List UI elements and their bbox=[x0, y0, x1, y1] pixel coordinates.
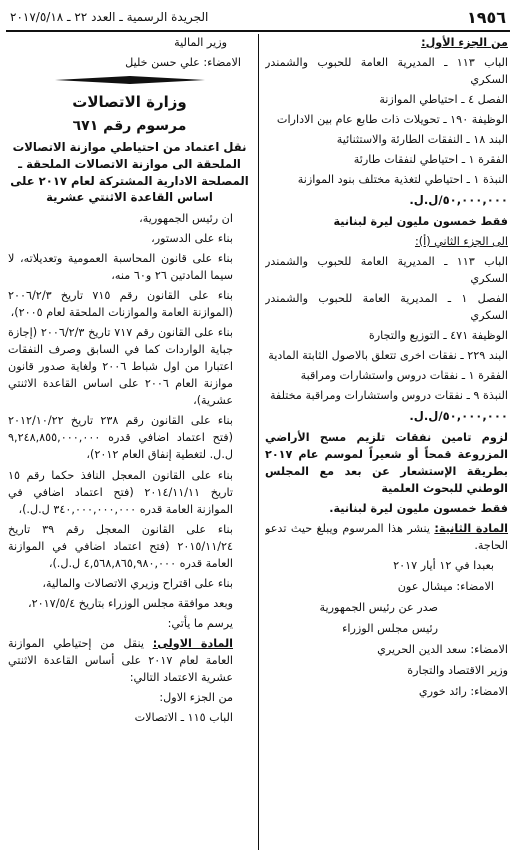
budget-job: الوظيفة ١٩٠ ـ تحويلات ذات طابع عام بين الادارات bbox=[276, 113, 508, 127]
legal-clause: بناء على القانون رقم ٢٣٨ تاريخ ٢٠١٢/١٠/٢٢ (فتح اعتماد اضافي قدره ٩,٢٤٨,٨٥٥,٠٠٠,٠٠٠ ل.ل. لتغطية إنفاق العام ٢٠١٢)، bbox=[8, 414, 233, 462]
budget-chapter: الباب ١١٣ ـ المديرية العامة للحبوب والشمندر السكري bbox=[265, 254, 508, 285]
part1-heading: من الجزء الاول: bbox=[159, 690, 233, 704]
president-signature: الامضاء: ميشال عون bbox=[397, 579, 494, 593]
purpose-text: لزوم تامين نفقات تلزيم مسح الأراضي المزروعة قمحاً أو شعيراً لموسم عام ٢٠١٧ بطريقة الإستشعار عن بعد مع المجلس الوطني للبحوث العلمية bbox=[265, 430, 508, 495]
article-text: ينشر هذا المرسوم ويبلغ حيث تدعو الحاجة. bbox=[265, 521, 508, 552]
article-one bbox=[8, 635, 251, 686]
budget-note: النبذة ١ ـ احتياطي لتغذية مختلف بنود الموازنة bbox=[297, 173, 508, 187]
legal-clause: بناء على القانون المعجل رقم ٣٩ تاريخ ٢٠١٥/١١/٢٤ (فتح اعتماد اضافي في الموازنة العامة قدره ٤,٥٦٨,٨٦٥,٩٨٠,٠٠٠ ل.ل.)، bbox=[8, 522, 233, 570]
amount-figure: ٥٠,٠٠٠,٠٠٠/ل.ل. bbox=[409, 193, 508, 208]
page-header bbox=[6, 6, 510, 32]
economy-minister-title: وزير الاقتصاد والتجارة bbox=[407, 663, 508, 677]
ministry-title: وزارة الاتصالات bbox=[72, 93, 187, 112]
economy-minister-signature: الامضاء: رائد خوري bbox=[418, 684, 508, 698]
legal-clause: بناء على قانون المحاسبة العمومية وتعديلاته، لا سيما المادتين ٢٦ و٦٠ منه، bbox=[8, 252, 233, 283]
gazette-header-title: الجريدة الرسمية ـ العدد ٢٢ ـ ٢٠١٧/٥/١٨ bbox=[10, 10, 209, 24]
budget-paragraph: الفقرة ١ ـ احتياطي لنفقات طارئة bbox=[353, 153, 508, 167]
decrees-line: يرسم ما يأتي: bbox=[167, 616, 233, 630]
president-intro: ان رئيس الجمهورية، bbox=[139, 212, 233, 226]
constitution-clause: بناء على الدستور، bbox=[151, 232, 233, 246]
legal-clause: بناء على القانون رقم ٧١٥ تاريخ ٢٠٠٦/٢/٣ (الموازنة العامة والموازنات الملحقة لعام ٢٠٠٥)، bbox=[8, 289, 233, 320]
legal-clause: بناء على القانون رقم ٧١٧ تاريخ ٢٠٠٦/٢/٣ (إجازة جباية الواردات كما في السابق وصرف النفقات اعتبارا من اول شباط ٢٠٠٦ ولغاية صدور قانون موازنة العام ٢٠٠٦ على اساس القاعدة الاثنتي عشرية)، bbox=[8, 326, 234, 408]
budget-chapter: الباب ١١٣ ـ المديرية العامة للحبوب والشمندر السكري bbox=[265, 56, 508, 87]
issued-by: صدر عن رئيس الجمهورية bbox=[319, 600, 438, 614]
budget-chapter: الباب ١١٥ ـ الاتصالات bbox=[134, 710, 233, 724]
legal-clause: بناء على القانون المعجل النافذ حكما رقم ١٥ تاريخ ٢٠١٤/١١/١١ (فتح اعتماد اضافي في الموازنة العامة قدره ٣٤٠,٠٠٠,٠٠٠,٠٠٠ ل.ل.)، bbox=[8, 468, 233, 516]
right-column bbox=[265, 34, 508, 852]
pm-signature: الامضاء: سعد الدين الحريري bbox=[377, 642, 508, 656]
budget-item: البند ١٨ ـ النفقات الطارئة والاستثنائية bbox=[336, 133, 508, 147]
pm-title: رئيس مجلس الوزراء bbox=[342, 621, 438, 635]
article-text: ينقل من إحتياطي الموازنة العامة لعام ٢٠١٧ على أساس القاعدة الاثنتي عشرية الاعتماد التالي: bbox=[8, 636, 233, 684]
finance-minister-title: وزير المالية bbox=[174, 36, 227, 49]
column-divider bbox=[258, 34, 259, 850]
article-two bbox=[265, 520, 508, 554]
page-number: ١٩٥٦ bbox=[466, 7, 506, 27]
amount-words: فقط خمسون مليون ليرة لبنانية bbox=[333, 214, 508, 228]
signature-block bbox=[265, 557, 508, 700]
ornament-divider-icon bbox=[55, 75, 205, 85]
article-label: المادة الاولى: bbox=[152, 636, 234, 650]
budget-job: الوظيفة ٤٧١ ـ التوزيع والتجارة bbox=[368, 328, 508, 342]
part2-heading: الى الجزء الثاني (أ): bbox=[414, 234, 508, 248]
budget-note: النبذة ٩ ـ نفقات دروس واستشارات ومراقبة مختلفة bbox=[269, 388, 508, 402]
amount-words: فقط خمسون مليون ليرة لبنانية. bbox=[329, 501, 508, 515]
left-column bbox=[8, 34, 251, 852]
approval-clause: وبعد موافقة مجلس الوزراء بتاريخ ٢٠١٧/٥/٤، bbox=[28, 596, 233, 610]
proposal-clause: بناء على اقتراح وزيري الاتصالات والمالية، bbox=[42, 576, 233, 590]
budget-paragraph: الفقرة ١ ـ نفقات دروس واستشارات ومراقبة bbox=[300, 368, 508, 382]
decree-subject: نقل اعتماد من احتياطي موازنة الاتصالات الملحقة الى موازنة الاتصالات الملحقة ـ المصلحة الادارية المشتركة لعام ٢٠١٧ على اساس القاعدة الاثنتي عشرية bbox=[10, 140, 249, 205]
finance-minister-signature: الامضاء: علي حسن خليل bbox=[125, 56, 241, 70]
part1-heading: من الجزء الأول: bbox=[421, 36, 508, 49]
article-label: المادة الثانية: bbox=[434, 521, 508, 535]
budget-item: البند ٢٢٩ ـ نفقات اخرى تتعلق بالاصول الثابتة المادية bbox=[268, 348, 508, 362]
decree-number: مرسوم رقم ٦٧١ bbox=[72, 117, 187, 134]
budget-section: الفصل ٤ ـ احتياطي الموازنة bbox=[379, 93, 508, 107]
budget-section: الفصل ١ ـ المديرية العامة للحبوب والشمندر السكري bbox=[265, 291, 508, 322]
amount-figure: ٥٠,٠٠٠,٠٠٠/ل.ل. bbox=[409, 408, 508, 423]
date-line: بعبدا في ١٢ أيار ٢٠١٧ bbox=[393, 558, 494, 572]
